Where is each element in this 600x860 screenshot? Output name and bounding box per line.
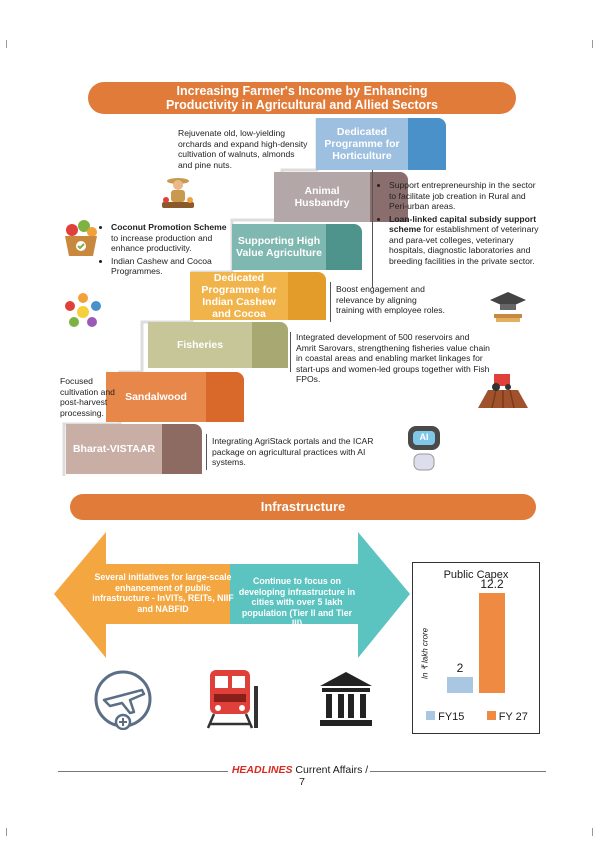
footer-separator: / — [365, 764, 369, 776]
footer-brand: HEADLINES — [231, 764, 293, 776]
section-banner-infrastructure: Infrastructure — [70, 494, 536, 520]
note-horticulture: Rejuvenate old, low-yielding orchards and expand high-density cultivation of walnuts, almonds and pine nuts. — [178, 128, 308, 170]
bar-fy27 — [479, 593, 505, 693]
tractor-field-icon — [478, 368, 528, 408]
step-label-horticulture: Dedicated Programme for Horticulture — [316, 118, 408, 170]
step-fisheries — [148, 322, 288, 368]
note-fisheries: Integrated development of 500 reservoirs and Amrit Sarovars, strengthening fisheries value chain in coastal areas and enabling market linkages for start-ups and women-led groups together with Fish FPOs. — [296, 332, 490, 384]
people-group-icon — [60, 290, 106, 334]
left-arrow-text: Several initiatives for large-scale enhancement of public infrastructure - InVITs, REITs, NIIF and NABFID — [92, 572, 234, 614]
legend-item-fy15: FY15 — [426, 711, 464, 723]
step-label-high-value: Supporting High Value Agriculture — [232, 224, 326, 270]
step-label-animal-husbandry: Animal Husbandry — [274, 172, 370, 222]
step-cashew-cocoa — [190, 272, 326, 320]
step-label-sandalwood: Sandalwood — [106, 372, 206, 422]
legend-swatch-fy15 — [426, 711, 435, 720]
chart-ylabel: In ₹ lakh crore — [420, 627, 430, 680]
bar-value-label-fy27: 12.2 — [480, 577, 504, 591]
footer-section: Current Affairs — [295, 764, 363, 776]
section-banner-agriculture — [88, 82, 516, 114]
note-sandalwood: Focused cultivation and post-harvest processing. — [60, 376, 115, 418]
train-icon — [200, 666, 264, 732]
graduation-cap-icon — [488, 290, 528, 324]
step-sandalwood — [106, 372, 244, 422]
step-label-fisheries: Fisheries — [148, 322, 252, 368]
fruit-basket-icon — [62, 218, 100, 258]
note-cashew-bullet-2: • Indian Cashew and Cocoa Programmes. — [111, 256, 232, 277]
farmer-icon — [158, 172, 198, 212]
chart-legend — [415, 711, 539, 723]
government-building-icon — [318, 670, 374, 728]
ai-icon-label: AI — [419, 432, 429, 442]
step-horticulture — [316, 118, 446, 170]
note-high-value: Boost engagement and relevance by aligning training with employee roles. — [336, 284, 445, 315]
note-animal-bullet-2: • Loan-linked capital subsidy support scheme for establishment of veterinary and para-vet colleges, veterinary hospitals, diagnostic laboratories and breeding facilities in the private sector. — [389, 214, 540, 267]
chart-plot-area — [413, 563, 539, 733]
banner-title-line2: Productivity in Agricultural and Allied Sectors — [165, 98, 439, 112]
bar-value-label-fy15: 2 — [456, 660, 464, 675]
legend-item-fy27: FY 27 — [487, 711, 528, 723]
page-footer — [230, 764, 370, 788]
bar-fy15 — [447, 677, 473, 693]
airport-icon — [92, 668, 154, 730]
note-animal-bullet-1: • Support entrepreneurship in the sector to facilitate job creation in Rural and Peri-urban areas. — [389, 180, 540, 212]
note-animal-husbandry — [380, 180, 540, 268]
page-number: 7 — [299, 776, 305, 788]
note-cashew-bullet-1: • Coconut Promotion Scheme to increase production and enhance productivity. — [111, 222, 232, 254]
step-high-value — [232, 224, 362, 270]
step-bharat-vistaar — [66, 424, 202, 474]
step-label-bharat-vistaar: Bharat-VISTAAR — [66, 424, 162, 474]
right-arrow-text: Continue to focus on developing infrastructure in cities with over 5 lakh population (Tier II and Tier III) — [238, 576, 356, 628]
banner-title-line1: Increasing Farmer's Income by Enhancing — [176, 84, 428, 98]
chart-title: Public Capex — [443, 569, 509, 581]
step-label-cashew-cocoa: Dedicated Programme for Indian Cashew and Cocoa — [190, 272, 288, 320]
legend-swatch-fy27 — [487, 711, 496, 720]
note-bharat-vistaar: Integrating AgriStack portals and the ICAR package on agricultural practices with AI systems. — [212, 436, 374, 467]
ai-robot-icon — [404, 424, 444, 474]
public-capex-chart — [412, 562, 540, 734]
note-cashew-cocoa — [102, 222, 232, 279]
